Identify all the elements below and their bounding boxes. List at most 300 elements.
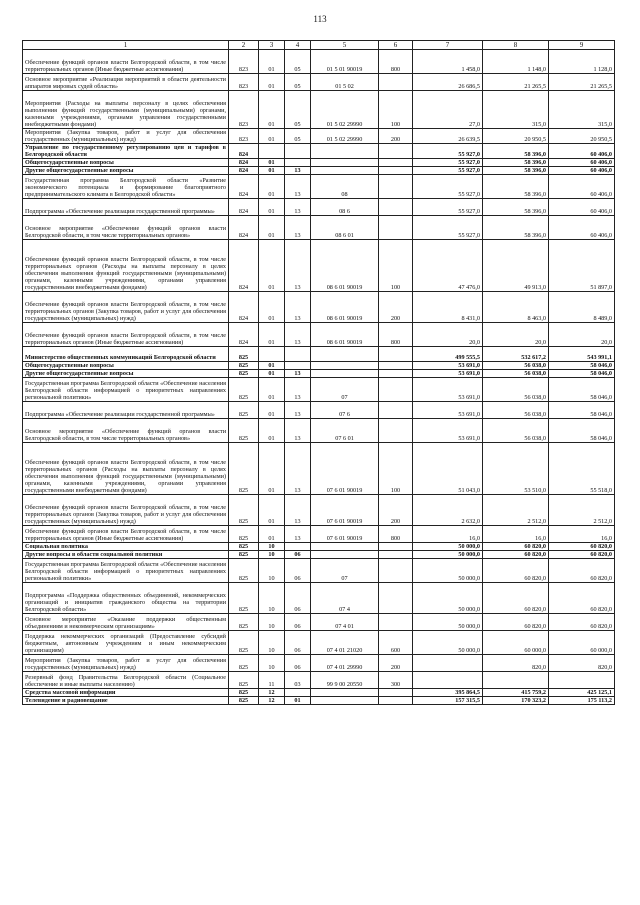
expense-type-cell — [379, 167, 413, 175]
amount-col8-cell: 415 759,2 — [483, 689, 549, 697]
amount-col7-cell: 27,0 — [413, 91, 483, 129]
target-article-cell: 01 5 02 29990 — [311, 129, 379, 144]
column-header: 5 — [311, 41, 379, 50]
expense-type-cell — [379, 199, 413, 216]
ministry-code-cell: 825 — [229, 526, 259, 543]
amount-col7-cell: 53 691,0 — [413, 378, 483, 402]
expense-type-cell — [379, 689, 413, 697]
column-header: 8 — [483, 41, 549, 50]
expense-type-cell — [379, 74, 413, 91]
amount-col9-cell: 175 113,2 — [549, 697, 615, 705]
item-name-cell: Подпрограмма «Обеспечение реализации государственной программы» — [23, 199, 229, 216]
amount-col9-cell: 425 125,1 — [549, 689, 615, 697]
subsection-code-cell — [285, 159, 311, 167]
subsection-code-cell: 13 — [285, 495, 311, 526]
amount-col9-cell: 820,0 — [549, 655, 615, 672]
section-code-cell: 10 — [259, 551, 285, 559]
table-row — [23, 323, 615, 347]
item-name-cell: Государственная программа Белгородской области «Обеспечение населения Белгородской области информацией о приоритетных направлениях региональной политики» — [23, 378, 229, 402]
expense-type-cell — [379, 551, 413, 559]
ministry-code-cell: 825 — [229, 378, 259, 402]
section-code-cell: 01 — [259, 199, 285, 216]
table-row — [23, 199, 615, 216]
item-name-cell: Основное мероприятие «Оказание поддержки общественным объединениям и некоммерческим организациям» — [23, 614, 229, 631]
item-name-cell: Поддержка некоммерческих организаций (Предоставление субсидий бюджетным, автономным учреждениям и иным некоммерческим организациям) — [23, 631, 229, 655]
subsection-code-cell — [285, 543, 311, 551]
item-name-cell: Средства массовой информации — [23, 689, 229, 697]
table-row — [23, 495, 615, 526]
amount-col9-cell: 60 406,0 — [549, 159, 615, 167]
table-row — [23, 292, 615, 323]
table-row — [23, 216, 615, 240]
target-article-cell: 08 6 01 — [311, 216, 379, 240]
amount-col7-cell: 55 927,0 — [413, 216, 483, 240]
expense-type-cell — [379, 419, 413, 443]
target-article-cell: 07 4 01 — [311, 614, 379, 631]
table-row — [23, 50, 615, 74]
subsection-code-cell: 13 — [285, 443, 311, 495]
subsection-code-cell: 13 — [285, 292, 311, 323]
target-article-cell — [311, 144, 379, 159]
amount-col7-cell: 20,0 — [413, 323, 483, 347]
subsection-code-cell: 13 — [285, 402, 311, 419]
section-code-cell: 01 — [259, 292, 285, 323]
ministry-code-cell: 824 — [229, 323, 259, 347]
ministry-code-cell: 823 — [229, 129, 259, 144]
amount-col9-cell: 58 046,0 — [549, 370, 615, 378]
subsection-code-cell — [285, 347, 311, 362]
amount-col8-cell: 20,0 — [483, 323, 549, 347]
amount-col9-cell: 58 046,0 — [549, 378, 615, 402]
item-name-cell: Другие вопросы в области социальной политики — [23, 551, 229, 559]
target-article-cell — [311, 370, 379, 378]
amount-col7-cell: 50 000,0 — [413, 631, 483, 655]
expense-type-cell: 200 — [379, 292, 413, 323]
amount-col7-cell: 50 000,0 — [413, 614, 483, 631]
item-name-cell: Другие общегосударственные вопросы — [23, 370, 229, 378]
section-code-cell: 01 — [259, 167, 285, 175]
table-row — [23, 543, 615, 551]
column-header: 9 — [549, 41, 615, 50]
column-header: 2 — [229, 41, 259, 50]
amount-col8-cell: 56 038,0 — [483, 402, 549, 419]
section-code-cell: 01 — [259, 495, 285, 526]
table-row — [23, 240, 615, 292]
target-article-cell: 07 6 — [311, 402, 379, 419]
item-name-cell: Телевидение и радиовещание — [23, 697, 229, 705]
ministry-code-cell: 825 — [229, 614, 259, 631]
amount-col9-cell: 60 820,0 — [549, 543, 615, 551]
amount-col8-cell: 16,0 — [483, 526, 549, 543]
subsection-code-cell: 13 — [285, 323, 311, 347]
amount-col7-cell: 47 476,0 — [413, 240, 483, 292]
amount-col9-cell: 315,0 — [549, 91, 615, 129]
item-name-cell: Обеспечение функций органов власти Белгородской области, в том числе территориальных органов (Закупка товаров, работ и услуг для обеспечения государственных (муниципальных) нужд) — [23, 292, 229, 323]
column-header: 1 — [23, 41, 229, 50]
subsection-code-cell: 06 — [285, 583, 311, 614]
ministry-code-cell: 824 — [229, 175, 259, 199]
section-code-cell: 10 — [259, 583, 285, 614]
target-article-cell: 07 6 01 90019 — [311, 495, 379, 526]
expense-type-cell — [379, 144, 413, 159]
item-name-cell: Основное мероприятие «Реализация мероприятий в области деятельности аппаратов мировых судей области» — [23, 74, 229, 91]
expense-type-cell: 300 — [379, 672, 413, 689]
section-code-cell: 01 — [259, 50, 285, 74]
amount-col9-cell: 1 128,0 — [549, 50, 615, 74]
amount-col7-cell: 50 000,0 — [413, 559, 483, 583]
table-row — [23, 378, 615, 402]
amount-col8-cell: 60 820,0 — [483, 614, 549, 631]
ministry-code-cell: 825 — [229, 419, 259, 443]
table-row — [23, 91, 615, 129]
amount-col8-cell: 60 820,0 — [483, 583, 549, 614]
section-code-cell: 12 — [259, 697, 285, 705]
amount-col8-cell: 58 396,0 — [483, 199, 549, 216]
table-row — [23, 370, 615, 378]
item-name-cell: Основное мероприятие «Обеспечение функций органов власти Белгородской области, в том числе территориальных органов» — [23, 216, 229, 240]
expense-type-cell: 100 — [379, 91, 413, 129]
subsection-code-cell: 13 — [285, 370, 311, 378]
item-name-cell: Резервный фонд Правительства Белгородской области (Социальное обеспечение и иные выплаты населению) — [23, 672, 229, 689]
item-name-cell: Обеспечение функций органов власти Белгородской области, в том числе территориальных органов (Расходы на выплаты персоналу в целях обеспечения выполнения функций государственными (муниципальными) органами, казенными учреждениями, органами управления государственными внебюджетными фондами) — [23, 443, 229, 495]
expense-type-cell — [379, 370, 413, 378]
target-article-cell — [311, 689, 379, 697]
target-article-cell: 08 6 01 90019 — [311, 323, 379, 347]
table-row — [23, 655, 615, 672]
amount-col7-cell: 55 927,0 — [413, 159, 483, 167]
subsection-code-cell: 06 — [285, 655, 311, 672]
subsection-code-cell: 13 — [285, 167, 311, 175]
amount-col7-cell: 26 686,5 — [413, 74, 483, 91]
subsection-code-cell: 13 — [285, 175, 311, 199]
amount-col9-cell: 58 046,0 — [549, 402, 615, 419]
amount-col7-cell: 26 639,5 — [413, 129, 483, 144]
amount-col7-cell: 157 315,5 — [413, 697, 483, 705]
amount-col7-cell: 55 927,0 — [413, 199, 483, 216]
ministry-code-cell: 823 — [229, 50, 259, 74]
item-name-cell: Обеспечение функций органов власти Белгородской области, в том числе территориальных органов (Иные бюджетные ассигнования) — [23, 323, 229, 347]
table-row — [23, 175, 615, 199]
item-name-cell: Другие общегосударственные вопросы — [23, 167, 229, 175]
amount-col8-cell: 58 396,0 — [483, 175, 549, 199]
ministry-code-cell: 825 — [229, 495, 259, 526]
ministry-code-cell: 824 — [229, 167, 259, 175]
item-name-cell: Мероприятия (Закупка товаров, работ и услуг для обеспечения государственных (муниципальных) нужд) — [23, 129, 229, 144]
section-code-cell: 01 — [259, 443, 285, 495]
expense-type-cell: 800 — [379, 526, 413, 543]
amount-col7-cell: 55 927,0 — [413, 144, 483, 159]
item-name-cell: Управление по государственному регулированию цен и тарифов в Белгородской области — [23, 144, 229, 159]
subsection-code-cell: 03 — [285, 672, 311, 689]
table-row — [23, 551, 615, 559]
subsection-code-cell: 13 — [285, 378, 311, 402]
ministry-code-cell: 824 — [229, 159, 259, 167]
subsection-code-cell: 05 — [285, 129, 311, 144]
amount-col7-cell: 395 864,5 — [413, 689, 483, 697]
section-code-cell: 10 — [259, 543, 285, 551]
subsection-code-cell: 13 — [285, 419, 311, 443]
amount-col9-cell: 2 512,0 — [549, 495, 615, 526]
amount-col9-cell: 60 820,0 — [549, 583, 615, 614]
amount-col7-cell: 53 691,0 — [413, 419, 483, 443]
target-article-cell: 99 9 00 20550 — [311, 672, 379, 689]
section-code-cell: 10 — [259, 655, 285, 672]
amount-col8-cell: 56 038,0 — [483, 370, 549, 378]
section-code-cell: 01 — [259, 323, 285, 347]
target-article-cell — [311, 167, 379, 175]
subsection-code-cell — [285, 689, 311, 697]
target-article-cell: 08 6 — [311, 199, 379, 216]
amount-col8-cell: 60 820,0 — [483, 543, 549, 551]
expense-type-cell — [379, 559, 413, 583]
target-article-cell: 07 4 — [311, 583, 379, 614]
target-article-cell — [311, 551, 379, 559]
expense-type-cell — [379, 159, 413, 167]
amount-col8-cell: 2 512,0 — [483, 495, 549, 526]
amount-col7-cell: 1 458,0 — [413, 50, 483, 74]
item-name-cell: Социальная политика — [23, 543, 229, 551]
column-header: 7 — [413, 41, 483, 50]
target-article-cell — [311, 362, 379, 370]
subsection-code-cell: 05 — [285, 50, 311, 74]
section-code-cell: 12 — [259, 689, 285, 697]
column-header: 4 — [285, 41, 311, 50]
table-row — [23, 347, 615, 362]
expense-type-cell — [379, 362, 413, 370]
amount-col9-cell: 55 518,0 — [549, 443, 615, 495]
amount-col9-cell: 58 046,0 — [549, 419, 615, 443]
section-code-cell: 11 — [259, 672, 285, 689]
amount-col8-cell: 49 913,0 — [483, 240, 549, 292]
ministry-code-cell: 825 — [229, 347, 259, 362]
target-article-cell: 07 — [311, 378, 379, 402]
ministry-code-cell: 825 — [229, 689, 259, 697]
subsection-code-cell: 06 — [285, 559, 311, 583]
amount-col9-cell: 16,0 — [549, 526, 615, 543]
amount-col9-cell: 60 000,0 — [549, 631, 615, 655]
section-code-cell: 01 — [259, 378, 285, 402]
amount-col9-cell: 60 406,0 — [549, 167, 615, 175]
table-header — [23, 41, 615, 50]
expense-type-cell — [379, 402, 413, 419]
item-name-cell: Подпрограмма «Поддержка общественных объединений, некоммерческих организаций и инициатив гражданского общества на территории Белгородской области» — [23, 583, 229, 614]
amount-col9-cell: 8 489,0 — [549, 292, 615, 323]
target-article-cell: 01 5 02 — [311, 74, 379, 91]
amount-col7-cell: 50 000,0 — [413, 543, 483, 551]
ministry-code-cell: 825 — [229, 370, 259, 378]
amount-col9-cell: 60 820,0 — [549, 559, 615, 583]
section-code-cell: 01 — [259, 370, 285, 378]
expense-type-cell: 100 — [379, 240, 413, 292]
amount-col7-cell: 53 691,0 — [413, 402, 483, 419]
expense-type-cell — [379, 216, 413, 240]
amount-col9-cell: 60 406,0 — [549, 175, 615, 199]
amount-col8-cell: 56 038,0 — [483, 362, 549, 370]
subsection-code-cell: 05 — [285, 91, 311, 129]
ministry-code-cell: 824 — [229, 199, 259, 216]
item-name-cell: Общегосударственные вопросы — [23, 362, 229, 370]
ministry-code-cell: 823 — [229, 91, 259, 129]
amount-col8-cell: 56 038,0 — [483, 378, 549, 402]
item-name-cell: Министерство общественных коммуникаций Белгородской области — [23, 347, 229, 362]
table-row — [23, 443, 615, 495]
table-row — [23, 74, 615, 91]
amount-col9-cell: 58 046,0 — [549, 362, 615, 370]
target-article-cell: 07 6 01 — [311, 419, 379, 443]
ministry-code-cell: 825 — [229, 631, 259, 655]
table-row — [23, 167, 615, 175]
expense-type-cell — [379, 614, 413, 631]
subsection-code-cell: 06 — [285, 631, 311, 655]
amount-col7-cell: 8 431,0 — [413, 292, 483, 323]
expense-type-cell: 800 — [379, 50, 413, 74]
item-name-cell: Обеспечение функций органов власти Белгородской области, в том числе территориальных органов (Иные бюджетные ассигнования) — [23, 526, 229, 543]
subsection-code-cell — [285, 362, 311, 370]
amount-col7-cell: 499 555,5 — [413, 347, 483, 362]
ministry-code-cell: 825 — [229, 402, 259, 419]
table-row — [23, 402, 615, 419]
table-row — [23, 689, 615, 697]
section-code-cell — [259, 347, 285, 362]
amount-col9-cell: 20 950,5 — [549, 129, 615, 144]
item-name-cell: Общегосударственные вопросы — [23, 159, 229, 167]
amount-col7-cell: 50 000,0 — [413, 551, 483, 559]
expense-type-cell — [379, 347, 413, 362]
subsection-code-cell: 13 — [285, 526, 311, 543]
table-row — [23, 631, 615, 655]
amount-col8-cell: 58 396,0 — [483, 159, 549, 167]
section-code-cell: 01 — [259, 216, 285, 240]
ministry-code-cell: 825 — [229, 655, 259, 672]
expense-type-cell — [379, 543, 413, 551]
amount-col8-cell: 53 510,0 — [483, 443, 549, 495]
expense-type-cell — [379, 378, 413, 402]
amount-col7-cell: 55 927,0 — [413, 167, 483, 175]
ministry-code-cell: 825 — [229, 672, 259, 689]
section-code-cell: 01 — [259, 129, 285, 144]
item-name-cell: Государственная программа Белгородской области «Развитие экономического потенциала и формирование благоприятного предпринимательского климата в Белгородской области» — [23, 175, 229, 199]
ministry-code-cell: 825 — [229, 543, 259, 551]
amount-col7-cell: 2 632,0 — [413, 495, 483, 526]
amount-col8-cell: 532 617,2 — [483, 347, 549, 362]
target-article-cell — [311, 159, 379, 167]
subsection-code-cell: 06 — [285, 551, 311, 559]
amount-col8-cell: 1 148,0 — [483, 50, 549, 74]
section-code-cell: 01 — [259, 526, 285, 543]
subsection-code-cell: 13 — [285, 199, 311, 216]
item-name-cell: Обеспечение функций органов власти Белгородской области, в том числе территориальных органов (Расходы на выплаты персоналу в целях обеспечения выполнения функций государственными (муниципальными) органами, казенными учреждениями, органами управления государственными внебюджетными фондами) — [23, 240, 229, 292]
section-code-cell: 10 — [259, 559, 285, 583]
expense-type-cell: 200 — [379, 655, 413, 672]
amount-col8-cell: 58 396,0 — [483, 216, 549, 240]
amount-col8-cell: 315,0 — [483, 91, 549, 129]
section-code-cell: 01 — [259, 240, 285, 292]
amount-col9-cell: 60 820,0 — [549, 614, 615, 631]
amount-col8-cell: 21 265,5 — [483, 74, 549, 91]
amount-col8-cell: 20 950,5 — [483, 129, 549, 144]
target-article-cell — [311, 543, 379, 551]
expense-type-cell: 800 — [379, 323, 413, 347]
amount-col9-cell: 21 265,5 — [549, 74, 615, 91]
amount-col7-cell: 50 000,0 — [413, 583, 483, 614]
expense-type-cell — [379, 175, 413, 199]
item-name-cell: Обеспечение функций органов власти Белгородской области, в том числе территориальных органов (Закупка товаров, работ и услуг для обеспечения государственных (муниципальных) нужд) — [23, 495, 229, 526]
section-code-cell: 01 — [259, 159, 285, 167]
expense-type-cell — [379, 697, 413, 705]
subsection-code-cell: 13 — [285, 216, 311, 240]
table-row — [23, 526, 615, 543]
amount-col8-cell: 8 463,0 — [483, 292, 549, 323]
amount-col8-cell: 60 000,0 — [483, 631, 549, 655]
target-article-cell: 07 — [311, 559, 379, 583]
item-name-cell: Подпрограмма «Обеспечение реализации государственной программы» — [23, 402, 229, 419]
section-code-cell: 10 — [259, 614, 285, 631]
amount-col8-cell: 170 323,2 — [483, 697, 549, 705]
expense-type-cell: 600 — [379, 631, 413, 655]
ministry-code-cell: 825 — [229, 583, 259, 614]
amount-col9-cell: 60 820,0 — [549, 551, 615, 559]
budget-table — [22, 40, 615, 705]
table-row — [23, 559, 615, 583]
target-article-cell: 08 6 01 90019 — [311, 240, 379, 292]
amount-col9-cell: 60 406,0 — [549, 216, 615, 240]
amount-col9-cell: 60 406,0 — [549, 144, 615, 159]
amount-col7-cell: 55 927,0 — [413, 175, 483, 199]
table-row — [23, 583, 615, 614]
ministry-code-cell: 824 — [229, 240, 259, 292]
ministry-code-cell: 823 — [229, 74, 259, 91]
expense-type-cell: 100 — [379, 443, 413, 495]
amount-col8-cell: 820,0 — [483, 655, 549, 672]
ministry-code-cell: 824 — [229, 216, 259, 240]
amount-col9-cell: 20,0 — [549, 323, 615, 347]
target-article-cell: 01 5 01 90019 — [311, 50, 379, 74]
amount-col8-cell: 56 038,0 — [483, 419, 549, 443]
amount-col9-cell: 60 406,0 — [549, 199, 615, 216]
subsection-code-cell: 13 — [285, 240, 311, 292]
subsection-code-cell: 01 — [285, 697, 311, 705]
section-code-cell: 01 — [259, 402, 285, 419]
table-row — [23, 159, 615, 167]
column-header: 3 — [259, 41, 285, 50]
table-row — [23, 419, 615, 443]
target-article-cell — [311, 347, 379, 362]
amount-col9-cell: 543 991,1 — [549, 347, 615, 362]
column-header: 6 — [379, 41, 413, 50]
ministry-code-cell: 824 — [229, 144, 259, 159]
section-code-cell — [259, 144, 285, 159]
target-article-cell: 07 4 01 29990 — [311, 655, 379, 672]
amount-col8-cell: 60 820,0 — [483, 551, 549, 559]
amount-col8-cell: 58 396,0 — [483, 144, 549, 159]
amount-col7-cell: 51 043,0 — [413, 443, 483, 495]
page-number: 113 — [313, 14, 327, 24]
section-code-cell: 01 — [259, 362, 285, 370]
section-code-cell: 01 — [259, 74, 285, 91]
amount-col7-cell — [413, 655, 483, 672]
table-row — [23, 129, 615, 144]
item-name-cell: Основное мероприятие «Обеспечение функций органов власти Белгородской области, в том числе территориальных органов» — [23, 419, 229, 443]
target-article-cell: 07 6 01 90019 — [311, 443, 379, 495]
expense-type-cell — [379, 583, 413, 614]
table-row — [23, 697, 615, 705]
amount-col7-cell: 53 691,0 — [413, 362, 483, 370]
ministry-code-cell: 825 — [229, 443, 259, 495]
target-article-cell: 07 4 01 21020 — [311, 631, 379, 655]
item-name-cell: Государственная программа Белгородской области «Обеспечение населения Белгородской области информацией о приоритетных направлениях региональной политики» — [23, 559, 229, 583]
section-code-cell: 10 — [259, 631, 285, 655]
subsection-code-cell: 06 — [285, 614, 311, 631]
